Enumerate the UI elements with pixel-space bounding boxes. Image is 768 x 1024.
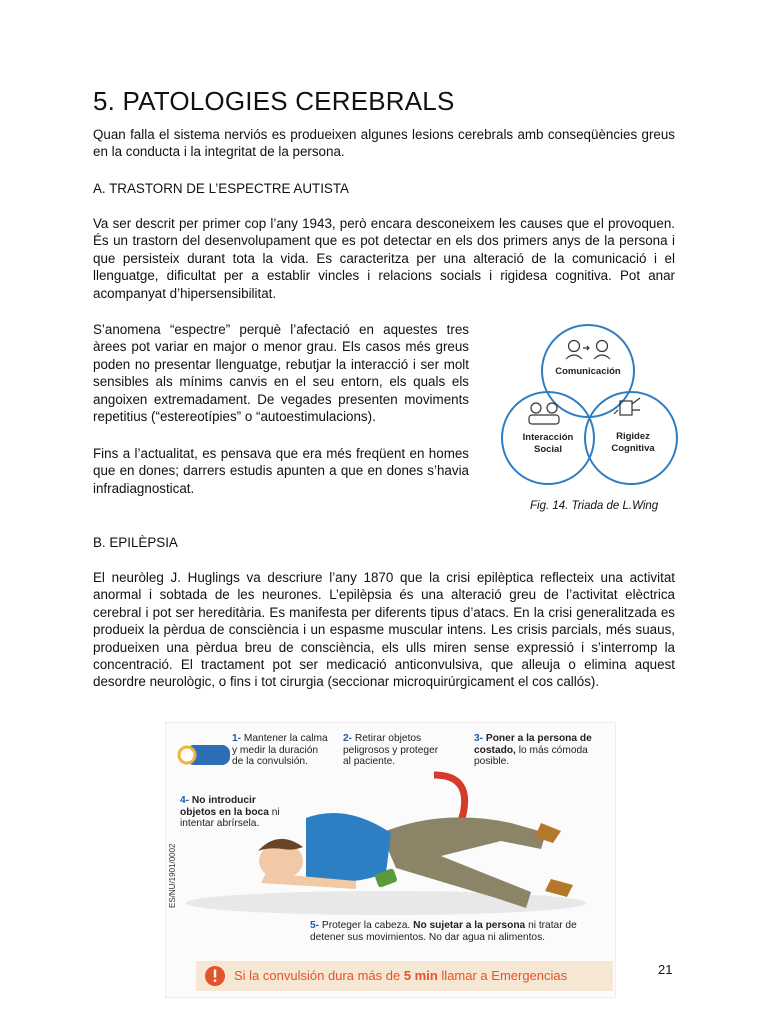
step-3-text-bold: Poner a la persona de costado,: [474, 733, 592, 756]
banner-text-bold: 5 min: [403, 968, 438, 983]
section-a-paragraph-3: Fins a l’actualitat, es pensava que era més freqüent en homes que en dones; darrers estudis apunten a que en dones s’havia infradiagnosticat.: [93, 446, 469, 496]
communication-icon: [566, 341, 610, 360]
step-1-text: Mantener la calma y medir la duración de la convulsión.: [232, 733, 328, 768]
banner-text-a: Si la convulsión dura más de: [234, 968, 401, 983]
section-a-paragraph-1: Va ser descrit per primer cop l’any 1943, però encara desconeixem les causes que el provoquen. És un trastorn del desenvolupament que es pot detectar en els dos primers anys de la persona i que persisteix durant tota la vida. Es caracteritza per una alteració de la comunicació i el llenguatge, dificultat per a establir vincles i relacions socials i rigidesa cognitiva. Pot anar acompanyat d’hipersensibilitat.: [93, 216, 675, 301]
step-3: [474, 733, 606, 768]
section-b-paragraph: El neuròleg J. Huglings va descriure l’any 1870 que la crisi epilèptica reflecteix una activitat anormal i sobtada de les neurones. L’epilèpsia és una alteració greu de l’activitat elèctrica cerebral i pot ser hereditària. Es manifesta per diferents tipus d’atacs. En la crisi generalitzada es produeix la pèrdua de consciència i un espasme muscular intens. Les crisis parcials, més suaus, produeixen una pèrdua breu de consciència, els ulls miren sense expressió i s’interromp la concentració. El tractament pot ser medicació anticonvulsiva, que alleuja o elimina aquest desordre neurològic, o fins i tot cirurgia (seccionar microquirúrgicament el cos callós).: [93, 570, 675, 690]
figure-caption: Fig. 14. Triada de L.Wing: [530, 500, 659, 512]
warning-icon: [204, 965, 226, 987]
step-2: [343, 733, 443, 768]
watch-icon: [179, 745, 230, 765]
step-5-number: 5-: [310, 920, 320, 931]
step-3-number: 3-: [474, 733, 484, 744]
venn-label-cognitive-1: Rigidez: [616, 431, 650, 442]
venn-label-social-1: Interacción: [522, 432, 574, 443]
step-2-number: 2-: [343, 733, 353, 744]
step-4-text: ni intentar abrírsela.: [180, 806, 280, 830]
intro-paragraph: Quan falla el sistema nerviós es produeixen algunes lesions cerebrals amb conseqüències greus en la conducta i la integritat de la persona.: [93, 127, 675, 160]
venn-label-communication: Comunicación: [555, 366, 621, 377]
section-a-paragraph-2: S’anomena “espectre” perquè l’afectació en aquestes tres àrees pot variar en major o menor grau. Els casos més greus poden no presentar llenguatge, rebutjar la interacció i ser molt sensibles als mínims canvis en el seu entorn, els quals els angoixen extremadament. De vegades presenten moviments repetitius (“estereotípies” o “autoestimulacions).: [93, 322, 469, 425]
triad-venn-diagram: [498, 308, 688, 488]
step-2-text: Retirar objetos peligrosos y proteger al paciente.: [343, 733, 439, 768]
venn-label-cognitive-2: Cognitiva: [611, 443, 655, 454]
document-code: ES/NU/1901/0002: [168, 843, 177, 908]
section-b-heading: B. EPILÈPSIA: [93, 535, 178, 550]
banner-text-b: llamar a Emergencias: [441, 968, 568, 983]
emergency-banner-text: [234, 968, 567, 983]
page-title: 5. PATOLOGIES CEREBRALS: [93, 86, 455, 116]
emergency-banner: [196, 961, 613, 991]
step-5-text-bold: No sujetar a la persona: [413, 920, 526, 931]
step-1: [232, 733, 332, 768]
step-4: [180, 795, 280, 830]
step-5-text-a: Proteger la cabeza.: [321, 920, 411, 931]
page-number: 21: [658, 962, 673, 977]
step-5-text-b: ni tratar de detener sus movimientos. No dar agua ni alimentos.: [310, 920, 577, 943]
venn-label-social-2: Social: [534, 444, 562, 455]
step-4-number: 4-: [180, 795, 190, 806]
step-3-text: lo más cómoda posible.: [474, 744, 588, 768]
step-5: [310, 920, 602, 943]
step-4-text-bold: No introducir objetos en la boca: [180, 795, 269, 818]
social-interaction-icon: [529, 403, 559, 424]
section-a-heading: A. TRASTORN DE L’ESPECTRE AUTISTA: [93, 181, 349, 196]
seizure-first-aid-infographic: [165, 722, 616, 998]
step-1-number: 1-: [232, 733, 242, 744]
